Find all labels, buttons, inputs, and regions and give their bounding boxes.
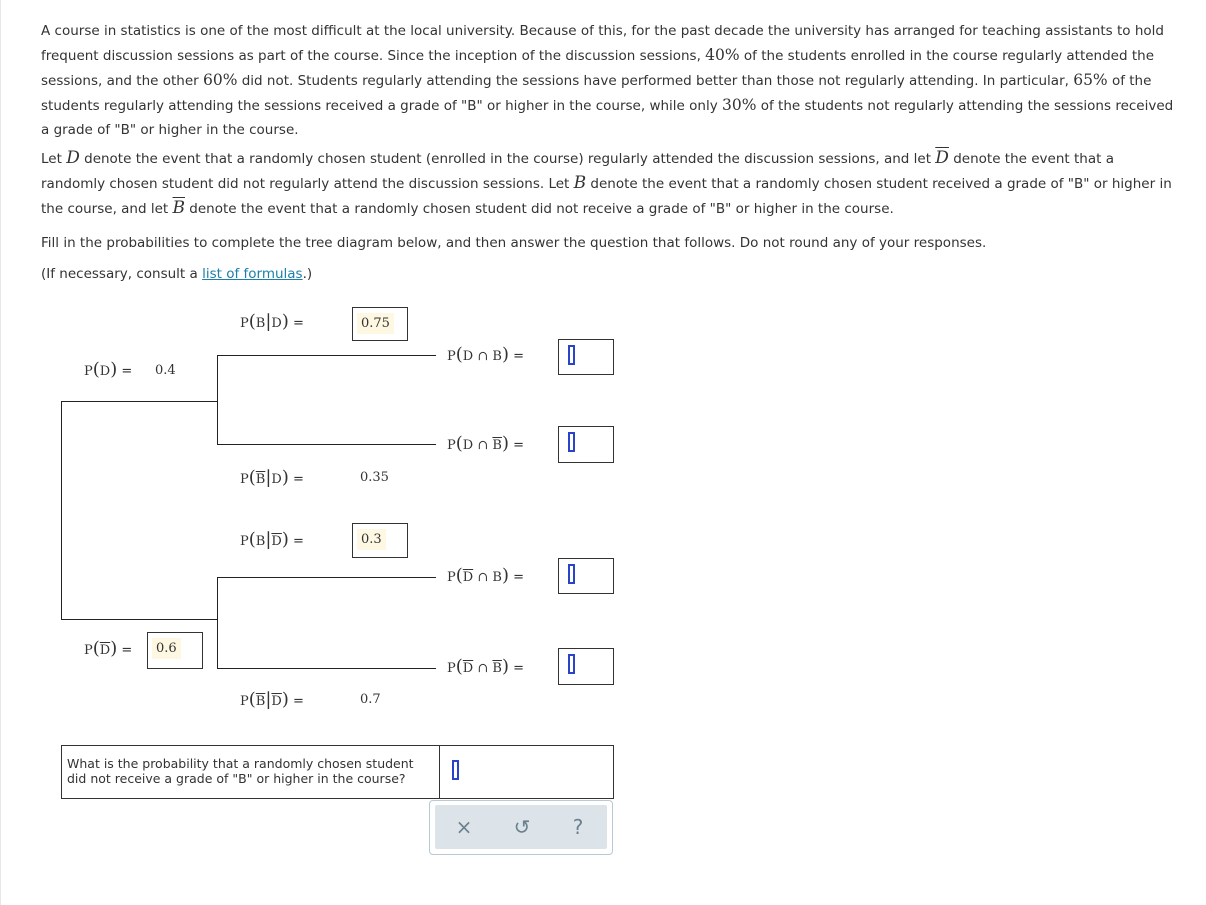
tree-root-stem (61, 401, 62, 619)
toolbar-panel (435, 805, 607, 849)
p-notb-given-notd-label: $P(\overline{B}|\overline{D})$ = (240, 689, 304, 710)
tree-branch-d (61, 401, 218, 402)
problem-paragraph-2: Let D denote the event that a randomly chosen student (enrolled in the course) regularly attended the discussion sessions, and let $\overline{D}$ denote the event that a randomly chosen student did not regularly attend the discussion sessions. Let B denote the event that a randomly chosen student received a grade of "B" or higher in the course, and let $\overline{B}$ denote the event that a randomly chosen student did not receive a grade of "B" or higher in the course. (41, 148, 1172, 218)
undo-icon[interactable]: ↺ (513, 815, 531, 839)
help-icon[interactable]: ? (572, 815, 584, 839)
p-notd-and-notb-label: $P(\overline{D}$ ∩ $\overline{B}$) = (447, 656, 525, 677)
question-text: What is the probability that a randomly chosen student did not receive a grade of "B" or higher in the course? (67, 756, 414, 786)
tree-branch-notd-notb (217, 668, 436, 669)
p-notd-and-b-input[interactable] (558, 558, 614, 594)
question-box (61, 745, 614, 799)
tree-d-stem (217, 355, 218, 444)
p-b-given-d-input[interactable] (352, 307, 408, 341)
text-cursor (452, 760, 459, 780)
p-d-and-notb-label: P(D ∩ $\overline{B}$) = (447, 433, 525, 454)
p-b-given-d-input-value: 0.75 (357, 313, 394, 334)
formulas-note: (If necessary, consult a list of formulas.) (41, 266, 313, 282)
p-d-and-notb-input[interactable] (558, 426, 614, 463)
tree-branch-d-b (217, 355, 436, 356)
text-cursor (568, 432, 575, 452)
p-d-and-b-input[interactable] (558, 339, 614, 375)
tree-branch-notd (61, 619, 218, 620)
p-notd-label: $P(\overline{D})$ = (84, 638, 133, 659)
text-cursor (568, 564, 575, 584)
p-b-given-notd-label: $P(B|\overline{D})$ = (240, 529, 304, 550)
p-b-given-d-label: P(B|D) = (240, 311, 304, 332)
p-notb-given-d-value: 0.35 (360, 470, 389, 485)
instructions: Fill in the probabilities to complete the tree diagram below, and then answer the question that follows. Do not round any of your responses. (41, 235, 987, 251)
tree-branch-d-notb (217, 444, 436, 445)
p-notb-given-notd-value: 0.7 (360, 692, 381, 707)
question-divider (439, 746, 440, 798)
answer-toolbar (429, 800, 613, 855)
p-notb-given-d-label: $P(\overline{B}|D)$ = (240, 467, 304, 488)
p-b-given-notd-input[interactable] (352, 523, 408, 558)
p-b-given-notd-input-value: 0.3 (357, 529, 386, 550)
p-notd-input-value: 0.6 (152, 638, 181, 659)
text-cursor (568, 345, 575, 365)
p-d-and-b-label: P(D ∩ B) = (447, 344, 525, 365)
p-d-label: P(D) = (84, 359, 133, 380)
list-of-formulas-link[interactable]: list of formulas (202, 266, 303, 282)
text-cursor (568, 654, 575, 674)
answer-input[interactable] (441, 746, 613, 798)
p-notd-and-notb-input[interactable] (558, 648, 614, 685)
left-border (0, 0, 1, 905)
tree-notd-stem (217, 577, 218, 668)
problem-paragraph-1: A course in statistics is one of the most difficult at the local university. Because of this, for the past decade the university has arranged for teaching assistants to hold frequent discussion sessions as part of the course. Since the inception of the discussion sessions, 40% of the students enrolled in the course regularly attended the sessions, and the other 60% did not. Students regularly attending the sessions have performed better than those not regularly attending. In particular, 65% of the students regularly attending the sessions received a grade of "B" or higher in the course, while only 30% of the students not regularly attending the sessions received a grade of "B" or higher in the course. (41, 23, 1174, 138)
p-d-value: 0.4 (155, 363, 176, 378)
p-notd-and-b-label: $P(\overline{D}$ ∩ B) = (447, 565, 525, 586)
p-notd-input[interactable] (147, 632, 203, 669)
clear-icon[interactable]: × (455, 815, 473, 839)
tree-branch-notd-b (217, 577, 436, 578)
